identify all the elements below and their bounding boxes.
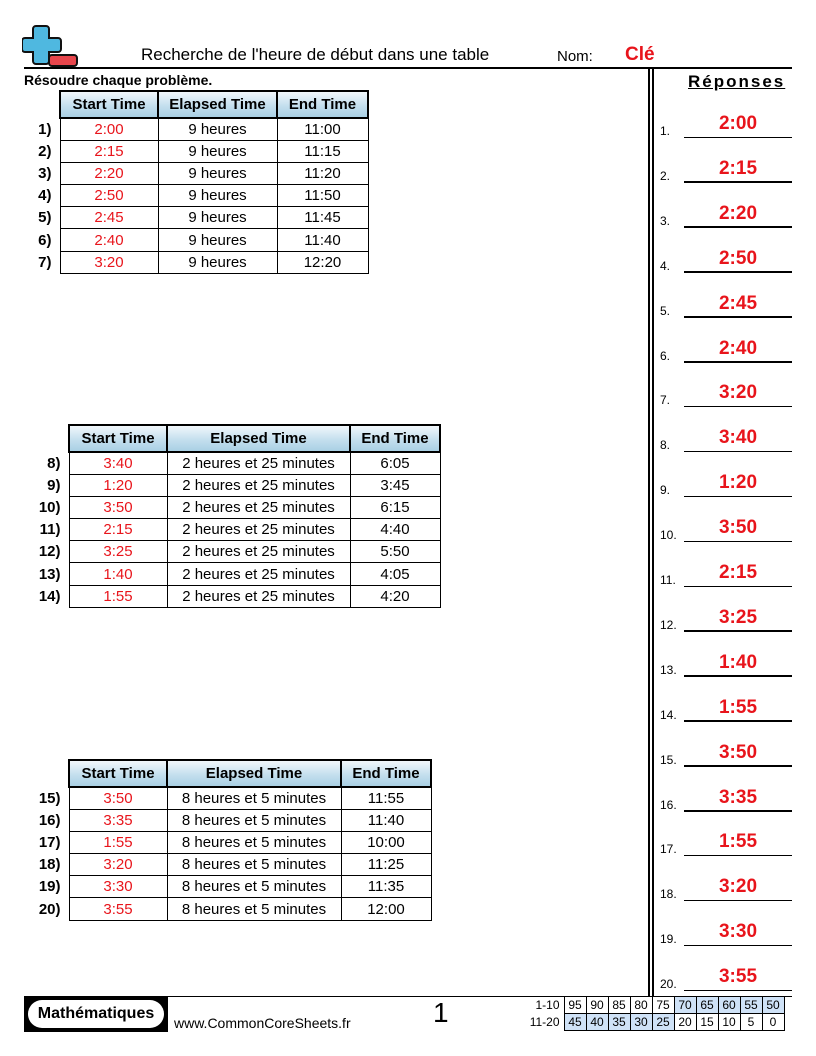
end-time-cell: 11:40 <box>277 229 368 251</box>
start-time-cell: 3:25 <box>69 541 167 563</box>
answer-number: 12. <box>660 617 677 632</box>
answer-number: 2. <box>660 168 671 183</box>
elapsed-time-cell: 2 heures et 25 minutes <box>167 496 350 518</box>
problem-number: 8) <box>47 454 61 472</box>
table-row <box>24 118 368 140</box>
problem-number: 11) <box>39 521 61 539</box>
answer-line <box>684 630 792 632</box>
table-row <box>24 831 431 853</box>
elapsed-time-cell: 9 heures <box>158 185 277 207</box>
end-time-cell: 11:15 <box>277 140 368 162</box>
start-time-header: Start Time <box>69 760 167 787</box>
answer-blank <box>660 377 792 407</box>
score-cell: 95 <box>564 997 586 1014</box>
answer-line <box>684 451 792 453</box>
end-time-cell: 11:35 <box>341 876 431 898</box>
table-row <box>24 140 368 162</box>
elapsed-time-cell: 2 heures et 25 minutes <box>167 585 350 607</box>
score-cell: 75 <box>652 997 674 1014</box>
answer-value: 3:50 <box>718 517 758 539</box>
answer-line <box>684 361 792 363</box>
answer-number: 20. <box>660 977 677 992</box>
table-row <box>24 898 431 920</box>
table-row <box>24 563 440 585</box>
score-cell: 10 <box>718 1014 740 1031</box>
score-row-label: 11-20 <box>529 1015 560 1029</box>
end-time-cell: 4:40 <box>350 519 440 541</box>
end-time-header: End Time <box>277 91 368 118</box>
answer-number: 10. <box>660 528 677 543</box>
answer-value: 3:35 <box>718 786 758 808</box>
answer-number: 15. <box>660 752 677 767</box>
answers-title: Réponses <box>688 72 786 91</box>
table-row <box>24 854 431 876</box>
start-time-cell: 2:45 <box>60 207 158 229</box>
problem-number: 15) <box>38 789 61 807</box>
problem-number: 17) <box>38 833 61 851</box>
problem-number: 2) <box>38 142 52 160</box>
problem-table-1 <box>24 90 369 274</box>
answer-value: 3:50 <box>718 741 758 763</box>
problem-number: 12) <box>38 543 61 561</box>
end-time-cell: 11:00 <box>277 118 368 140</box>
answer-blank <box>660 243 792 273</box>
name-value: Clé <box>625 44 655 65</box>
start-time-cell: 1:20 <box>69 474 167 496</box>
score-cell: 50 <box>762 997 784 1014</box>
score-cell: 70 <box>674 997 696 1014</box>
answer-value: 2:15 <box>718 562 758 583</box>
problem-number: 4) <box>38 187 52 205</box>
score-cell: 55 <box>740 997 762 1014</box>
answer-blank <box>660 422 792 452</box>
answer-value: 2:15 <box>718 157 758 179</box>
answer-line <box>684 945 792 947</box>
name-label: Nom: <box>557 48 593 65</box>
elapsed-time-cell: 2 heures et 25 minutes <box>167 474 350 496</box>
elapsed-time-cell: 9 heures <box>158 251 277 273</box>
answer-blank <box>660 467 792 497</box>
score-cell: 5 <box>740 1014 762 1031</box>
start-time-cell: 2:15 <box>69 519 167 541</box>
start-time-cell: 1:55 <box>69 585 167 607</box>
answer-number: 7. <box>660 393 671 408</box>
elapsed-time-cell: 9 heures <box>158 229 277 251</box>
problem-number: 7) <box>38 253 52 271</box>
elapsed-time-cell: 8 heures et 5 minutes <box>167 787 341 809</box>
answer-line <box>684 990 792 992</box>
answer-number: 9. <box>660 483 671 498</box>
start-time-cell: 3:35 <box>69 809 167 831</box>
answer-blank <box>660 871 792 901</box>
answer-blank <box>660 557 792 587</box>
answer-line <box>684 810 792 812</box>
score-cell: 25 <box>652 1014 674 1031</box>
end-time-cell: 6:05 <box>350 452 440 474</box>
table-row <box>24 541 440 563</box>
num-column-header <box>24 425 69 452</box>
answer-blank <box>660 198 792 228</box>
elapsed-time-cell: 8 heures et 5 minutes <box>167 831 341 853</box>
answer-blank <box>660 333 792 363</box>
answer-blank <box>660 826 792 856</box>
score-cell: 60 <box>718 997 740 1014</box>
answer-value: 2:50 <box>718 247 758 269</box>
answer-blank <box>660 288 792 318</box>
end-time-cell: 11:40 <box>341 809 431 831</box>
problem-number: 14) <box>38 587 61 605</box>
answer-value: 2:40 <box>718 337 758 359</box>
start-time-cell: 3:50 <box>69 787 167 809</box>
score-cell: 45 <box>564 1014 586 1031</box>
answer-value: 3:20 <box>718 382 758 404</box>
answer-number: 5. <box>660 303 671 318</box>
score-cell: 85 <box>608 997 630 1014</box>
answer-number: 13. <box>660 662 677 677</box>
end-time-header: End Time <box>350 425 440 452</box>
problem-number: 5) <box>38 209 52 227</box>
answer-value: 3:55 <box>718 966 758 988</box>
answer-value: 3:30 <box>718 921 758 943</box>
score-cell: 30 <box>630 1014 652 1031</box>
table-row <box>24 207 368 229</box>
problem-number: 1) <box>38 120 52 138</box>
start-time-cell: 2:15 <box>60 140 158 162</box>
table-row <box>24 452 440 474</box>
problem-number: 3) <box>38 164 52 182</box>
answer-line <box>684 855 792 857</box>
worksheet-title: Recherche de l'heure de début dans une table <box>141 45 490 64</box>
answer-line <box>684 226 792 228</box>
num-column-header <box>24 91 60 118</box>
answer-number: 18. <box>660 887 677 902</box>
score-cell: 90 <box>586 997 608 1014</box>
table-row <box>24 474 440 496</box>
answer-value: 2:45 <box>718 292 758 314</box>
answer-blank <box>660 916 792 946</box>
end-time-cell: 11:50 <box>277 185 368 207</box>
answer-blank <box>660 692 792 722</box>
elapsed-time-cell: 9 heures <box>158 207 277 229</box>
site-url: www.CommonCoreSheets.fr <box>174 1015 351 1031</box>
start-time-cell: 1:55 <box>69 831 167 853</box>
score-row-11-20 <box>526 1014 784 1031</box>
elapsed-time-header: Elapsed Time <box>158 91 277 118</box>
end-time-cell: 4:20 <box>350 585 440 607</box>
score-cell: 20 <box>674 1014 696 1031</box>
score-cell: 35 <box>608 1014 630 1031</box>
answer-number: 16. <box>660 797 677 812</box>
plus-minus-logo-icon <box>22 24 80 68</box>
answer-value: 1:20 <box>718 472 758 494</box>
score-table <box>526 996 785 1031</box>
answer-number: 14. <box>660 707 677 722</box>
answer-line <box>684 181 792 183</box>
end-time-cell: 3:45 <box>350 474 440 496</box>
answer-line <box>684 900 792 902</box>
problem-number: 20) <box>38 900 61 918</box>
answer-number: 17. <box>660 842 677 857</box>
answer-blank <box>660 153 792 183</box>
start-time-cell: 3:55 <box>69 898 167 920</box>
end-time-cell: 5:50 <box>350 541 440 563</box>
elapsed-time-cell: 2 heures et 25 minutes <box>167 519 350 541</box>
header-divider <box>24 67 792 69</box>
end-time-cell: 12:20 <box>277 251 368 273</box>
table-row <box>24 162 368 184</box>
score-cell: 65 <box>696 997 718 1014</box>
table-row <box>24 585 440 607</box>
elapsed-time-cell: 2 heures et 25 minutes <box>167 452 350 474</box>
answer-line <box>684 496 792 498</box>
answer-line <box>684 586 792 588</box>
elapsed-time-cell: 8 heures et 5 minutes <box>167 809 341 831</box>
score-cell: 0 <box>762 1014 784 1031</box>
answer-blank <box>660 737 792 767</box>
answer-column-divider <box>648 68 654 996</box>
elapsed-time-cell: 8 heures et 5 minutes <box>167 854 341 876</box>
end-time-cell: 11:55 <box>341 787 431 809</box>
instructions: Résoudre chaque problème. <box>24 72 213 88</box>
answer-line <box>684 271 792 273</box>
answer-line <box>684 765 792 767</box>
start-time-cell: 3:40 <box>69 452 167 474</box>
problem-table-3 <box>24 759 432 921</box>
answer-number: 1. <box>660 124 671 138</box>
answer-value: 2:00 <box>718 113 758 134</box>
answer-line <box>684 406 792 408</box>
table-row <box>24 519 440 541</box>
answer-value: 1:55 <box>718 831 758 853</box>
answer-number: 11. <box>660 573 676 587</box>
problem-number: 16) <box>38 811 61 829</box>
answer-number: 19. <box>660 932 677 947</box>
table-row <box>24 185 368 207</box>
answer-number: 3. <box>660 213 671 228</box>
num-column-header <box>24 760 69 787</box>
answer-value: 1:55 <box>718 696 758 718</box>
answer-line <box>684 541 792 543</box>
elapsed-time-cell: 9 heures <box>158 118 277 140</box>
answer-number: 4. <box>660 258 671 273</box>
answer-blank <box>660 961 792 991</box>
problem-table-2 <box>24 424 441 608</box>
answer-blank <box>660 647 792 677</box>
subject-badge: Mathématiques <box>28 1000 164 1028</box>
score-row-label: 1-10 <box>535 998 560 1012</box>
answer-number: 8. <box>660 438 671 453</box>
answer-blank <box>660 782 792 812</box>
start-time-header: Start Time <box>69 425 167 452</box>
table-row <box>24 809 431 831</box>
answer-number: 6. <box>660 348 671 363</box>
score-cell: 15 <box>696 1014 718 1031</box>
end-time-cell: 10:00 <box>341 831 431 853</box>
end-time-cell: 11:20 <box>277 162 368 184</box>
problem-number: 19) <box>38 878 61 896</box>
answer-value: 2:20 <box>718 202 758 224</box>
problem-number: 6) <box>38 231 52 249</box>
start-time-cell: 3:50 <box>69 496 167 518</box>
table-row <box>24 787 431 809</box>
page-number: 1 <box>433 997 449 1028</box>
end-time-cell: 4:05 <box>350 563 440 585</box>
answer-line <box>684 137 792 139</box>
elapsed-time-cell: 9 heures <box>158 140 277 162</box>
start-time-cell: 2:50 <box>60 185 158 207</box>
problem-number: 10) <box>38 498 61 516</box>
table-row <box>24 251 368 273</box>
problem-number: 13) <box>38 565 61 583</box>
end-time-header: End Time <box>341 760 431 787</box>
answer-line <box>684 316 792 318</box>
elapsed-time-cell: 2 heures et 25 minutes <box>167 541 350 563</box>
elapsed-time-cell: 8 heures et 5 minutes <box>167 876 341 898</box>
start-time-cell: 3:20 <box>60 251 158 273</box>
score-row-1-10 <box>526 997 784 1014</box>
answer-blank <box>660 108 792 138</box>
start-time-cell: 1:40 <box>69 563 167 585</box>
start-time-cell: 3:20 <box>69 854 167 876</box>
end-time-cell: 11:25 <box>341 854 431 876</box>
table-row <box>24 496 440 518</box>
answer-line <box>684 720 792 722</box>
answer-value: 3:40 <box>718 427 758 449</box>
answer-value: 3:25 <box>718 606 758 628</box>
problem-number: 9) <box>47 476 61 494</box>
answer-line <box>684 675 792 677</box>
start-time-header: Start Time <box>60 91 158 118</box>
table-row <box>24 876 431 898</box>
start-time-cell: 2:40 <box>60 229 158 251</box>
end-time-cell: 11:45 <box>277 207 368 229</box>
score-cell: 80 <box>630 997 652 1014</box>
answer-value: 3:20 <box>718 876 758 898</box>
problem-number: 18) <box>38 856 61 874</box>
answer-value: 1:40 <box>718 651 758 673</box>
answer-blank <box>660 602 792 632</box>
start-time-cell: 2:20 <box>60 162 158 184</box>
end-time-cell: 6:15 <box>350 496 440 518</box>
elapsed-time-header: Elapsed Time <box>167 425 350 452</box>
elapsed-time-cell: 9 heures <box>158 162 277 184</box>
elapsed-time-cell: 8 heures et 5 minutes <box>167 898 341 920</box>
score-cell: 40 <box>586 1014 608 1031</box>
table-row <box>24 229 368 251</box>
end-time-cell: 12:00 <box>341 898 431 920</box>
start-time-cell: 2:00 <box>60 118 158 140</box>
start-time-cell: 3:30 <box>69 876 167 898</box>
elapsed-time-header: Elapsed Time <box>167 760 341 787</box>
answer-blank <box>660 512 792 542</box>
elapsed-time-cell: 2 heures et 25 minutes <box>167 563 350 585</box>
